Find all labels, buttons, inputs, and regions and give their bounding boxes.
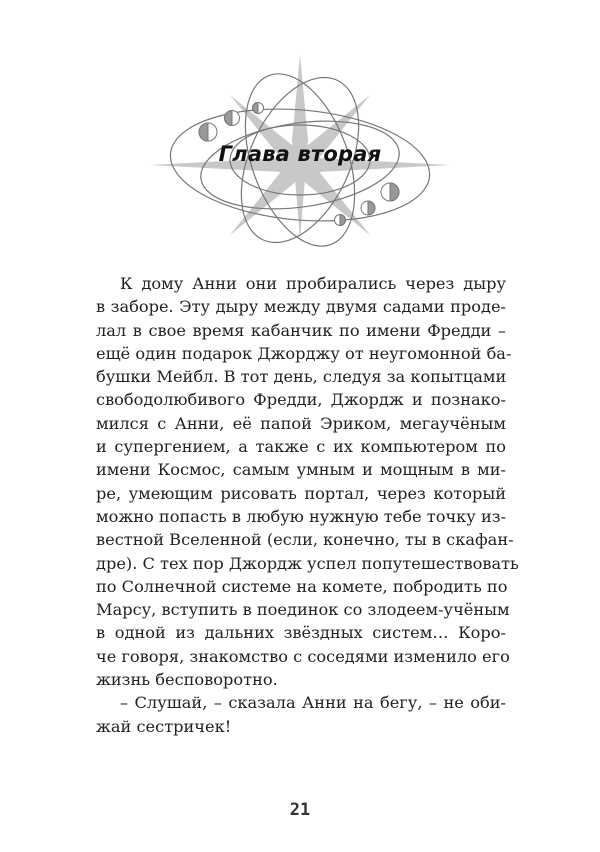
text-line: имени Космос, самым умным и мощным в ми-	[96, 460, 506, 480]
text-line: К дому Анни они пробирались через дыру	[120, 274, 506, 293]
text-line: мился с Анни, её папой Эриком, мегаучёным	[96, 413, 506, 433]
text-line: вестной Вселенной (если, конечно, ты в скафан-	[96, 530, 514, 550]
text-line: бушки Мейбл. В тот день, следуя за копытцами	[96, 367, 507, 387]
text-line: можно попасть в любую нужную тебе точку из-	[96, 506, 507, 526]
chapter-title: Глава вторая	[218, 142, 382, 166]
text-line: свободолюбивого Фредди, Джордж и познако-	[96, 390, 506, 410]
text-line: ещё один подарок Джорджу от неугомонной ба-	[96, 343, 512, 363]
text-line: и супергением, а также с их компьютером по	[96, 437, 506, 457]
text-line: Марсу, вступить в поединок со злодеем-учёным	[96, 600, 510, 620]
text-line: в заборе. Эту дыру между двумя садами проде-	[96, 297, 506, 317]
body-text	[96, 272, 519, 738]
text-line: – Слушай, – сказала Анни на бегу, – не оби-	[120, 693, 506, 713]
text-line: в одной из дальних звёздных систем… Коро-	[96, 623, 506, 643]
text-line: по Солнечной системе на комете, побродить по	[96, 576, 508, 596]
page-number: 21	[289, 800, 311, 820]
text-line: дре). С тех пор Джордж успел попутешествовать	[96, 553, 519, 573]
text-line: лал в свое время кабанчик по имени Фредди –	[96, 320, 506, 340]
text-line: жизнь бесповоротно.	[96, 670, 278, 690]
text-line: че говоря, знакомство с соседями изменило его	[96, 646, 510, 666]
text-line: ре, умеющим рисовать портал, через который	[96, 483, 506, 503]
text-line: жай сестричек!	[96, 716, 232, 736]
